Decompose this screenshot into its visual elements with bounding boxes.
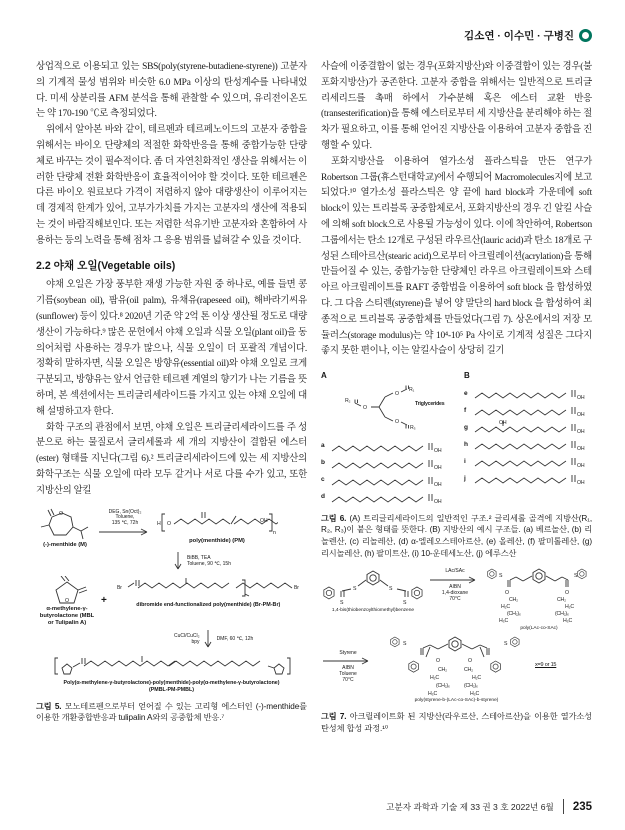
- s-atom-label: S: [389, 586, 393, 593]
- s-atom-label: S: [574, 573, 578, 580]
- s-atom-label: S: [353, 586, 357, 593]
- fig5-product2-label: dibromide end-functionalized poly(menthide) (Br-PM-Br): [136, 601, 281, 608]
- n-subscript: n: [273, 529, 276, 536]
- reagent-line: bpy: [191, 639, 200, 646]
- ch2x-label: (CH₂)ₓ: [464, 683, 478, 690]
- o-atom-label: O: [436, 658, 440, 665]
- r1-label: R₁: [409, 386, 415, 393]
- fatty-acid-structure: [330, 438, 450, 455]
- oh-group-label: OH: [576, 462, 585, 469]
- fatty-acid-letter: a: [321, 442, 325, 450]
- reaction-arrow-icon: [429, 576, 481, 584]
- o-atom-label: O: [59, 510, 63, 517]
- fig5-step3-reagents-left: [174, 634, 200, 646]
- fatty-acid-letter: j: [464, 474, 466, 482]
- fatty-acid-row: [464, 402, 592, 419]
- figure-7-caption-label: 그림 7.: [321, 712, 347, 722]
- s-atom-label: S: [499, 573, 503, 580]
- fig5-step2: [174, 551, 307, 574]
- ch2-label: CH₂: [464, 667, 473, 674]
- fig5-reactant2-label: [40, 606, 94, 627]
- fig7-product1-label: poly(LAc-co-SAc): [520, 626, 558, 632]
- left-column: [36, 60, 307, 734]
- plus-sign: +: [101, 595, 107, 607]
- page-header: [464, 28, 592, 43]
- fig7-reactant-unit: [321, 567, 425, 614]
- fig7-reactant1-label: 1,4-bis(thiobenzoylthiomethyl)benzene: [331, 608, 415, 614]
- figure-6-caption: [321, 513, 592, 559]
- label-line: or Tulipalin A): [47, 619, 87, 626]
- fig5-step1-arrow-unit: [97, 508, 153, 536]
- h2c-label: H₂C: [472, 675, 481, 682]
- fatty-acid-structure: [330, 489, 450, 506]
- h3c-label: H₃C: [563, 618, 573, 625]
- reagent-line: 135 ℃, 72h: [111, 520, 139, 527]
- fig7-step2-arrow-unit: [321, 649, 375, 684]
- h2c-label: H₂C: [430, 675, 439, 682]
- br-atom-label: Br: [293, 584, 299, 591]
- menthide-structure: [36, 508, 94, 542]
- fig5-step1-row: [36, 508, 307, 549]
- label-line: (PMBL-PM-PMBL): [148, 686, 194, 693]
- h3c-label: H₃C: [428, 691, 438, 698]
- s-atom-label: S: [403, 600, 407, 607]
- fig7-step2-row: [321, 635, 592, 697]
- reagent-line: BiBB, TEA: [187, 555, 211, 562]
- figure-5: [36, 508, 307, 724]
- label-line: Poly(α-methylene-γ-butyrolactone)-poly(menthide)-poly(α-methylene-γ-butyrolactone): [63, 679, 280, 686]
- o-atom-label: O: [468, 658, 472, 665]
- page-footer: [386, 799, 592, 814]
- two-column-body: [36, 60, 592, 734]
- oh-group-label: OH: [498, 419, 507, 426]
- o-atom-label: O: [167, 520, 171, 527]
- reagent-line: Toluene: [339, 671, 357, 678]
- oh-group-label: OH: [576, 445, 585, 452]
- figure-7-caption: [321, 711, 592, 734]
- fig5-step2-reagents: [187, 556, 231, 568]
- fatty-acid-structure: [473, 436, 592, 453]
- fatty-acid-row: [464, 470, 592, 487]
- mbl-structure: [45, 576, 89, 606]
- orcid-icon: [579, 29, 592, 42]
- fatty-acid-letter: e: [464, 389, 468, 397]
- panel-b-label: B: [464, 371, 470, 381]
- triblock-copolymer-structure: [380, 635, 530, 697]
- fatty-acid-letter: i: [464, 457, 466, 465]
- body-paragraph: 포화지방산을 이용하여 열가소성 플라스틱을 만든 연구가 Robertson 그룹(휴스턴대학교)에서 수행되어 Macromolecules지에 보고되었다.¹⁰ 열가소성 플라스틱은 양 끝에 hard block과 가운데에 soft block이 있는 트리블록 공중합체로서, 포화지방산의 경우 긴 알킬 사슬에 의해 soft block으로 사용될 가능성이 있다. 이에 착안하여, Robertson 그룹에서는 탄소 12개로 구성된 라우르산(lauric acid)과 탄소 18개로 구성된 스테아르산(stearic acid)으로부터 아크릴레이션(acrylation)을 통해 만들어질 수 있는, 중합가능한 단량체인 라우르 아크릴레이트와 스테아르 아크릴레이트를 RAFT 중합법을 이용하여 soft block 을 합성하였다. 그 다음 스티렌(styrene)을 넣어 양 말단의 hard block 을 합성하여 최종적으로 트리블록 공중합체를 만들었다(그림 7). 상온에서의 저장 모듈러스(storage modulus)는 약 10⁴-10⁵ Pa 사이로 기계적 성질은 그다지 좋지 못한 편이나, 이는 알킬사슬이 상당히 길기: [321, 156, 592, 357]
- fig7-step1-arrow-unit: [429, 567, 481, 602]
- fatty-acid-structure: [473, 402, 592, 419]
- reagent-line: 70°C: [342, 676, 354, 683]
- figure-6: [321, 368, 592, 559]
- fatty-acid-row: [321, 472, 460, 489]
- fig5-brpmbr-unit: [110, 576, 307, 609]
- s-atom-label: S: [504, 641, 508, 648]
- authors: 김소연 · 이수민 · 구병진: [464, 30, 574, 42]
- h3c-label: H₃C: [499, 618, 509, 625]
- o-atom-label: O: [565, 590, 569, 597]
- o-atom-label: O: [363, 404, 367, 411]
- figure-6-caption-label: 그림 6.: [321, 513, 347, 523]
- bis-thiobenzoate-structure: [321, 567, 425, 607]
- o-atom-label: O: [65, 597, 69, 604]
- br-pm-br-structure: [116, 576, 301, 602]
- reagent-line: Toluene,: [115, 514, 135, 521]
- fatty-acid-row: [321, 438, 460, 455]
- h-atom-label: H: [157, 520, 161, 527]
- h2c-label: H₂C: [501, 604, 510, 611]
- fatty-acid-structure: [473, 385, 592, 402]
- label-line: butyrolactone (MBL: [39, 612, 95, 619]
- ch2-label: CH₂: [509, 597, 518, 604]
- fig5-product1-label: poly(menthide) (PM): [189, 537, 245, 544]
- fatty-acid-row: [464, 453, 592, 470]
- fatty-acid-structure: [473, 453, 592, 470]
- figure-6-caption-text: (A) 트리글리세라이드의 일반적인 구조.² 글리세롤 골격에 지방산(R₁, R₂, R₃)이 붙은 형태를 뜻한다. (B) 지방산의 예시 구조들. (a) 베르놀산, (b) 리놀렌산, (c) 리놀레산, (d) α-엘레오스테아르산, (e) 올레산, (f) 팔미톨레산, (g) 리시놀레산, (h) 팔미트산, (i) 10-운데세노산, (j) 에루스산: [321, 513, 592, 558]
- fig7-step2-reagents: [339, 666, 357, 683]
- pmbl-pm-pmbl-structure: [52, 654, 292, 680]
- polymenthide-structure: [156, 508, 278, 538]
- body-paragraph: 사슬에 이중결합이 없는 경우(포화지방산)와 이중결합이 있는 경우(불포화지방산)가 공존한다. 고분자 중합을 위해서는 일반적으로 트리글리세리드를 촉매 하에서 가수분해 혹은 에스터 교환 반응(transesterification)을 통해 에스터로부터 세 지방산을 분리해야 하는 절차가 필요하고, 이를 통해 얻어진 지방산을 이용하여 고분자 중합을 진행할 수 있다.: [321, 62, 592, 151]
- fig6-panel-a: [321, 368, 460, 506]
- fig5-step2-row: [36, 576, 307, 627]
- ch2x-label: (CH₂)ₓ: [507, 611, 521, 618]
- body-paragraph: 상업적으로 이용되고 있는 SBS(poly(styrene-butadiene-styrene)) 고분자의 기계적 물성 범위와 비슷한 6.0 MPa 이상의 탄성계수를 나타내었다. 미세 상분리를 AFM 분석을 통해 관찰할 수 있으며, 유리전이온도는 약 170-190 ℃로 측정되었다.: [36, 62, 307, 120]
- right-column: [321, 60, 592, 734]
- ch2-label: CH₂: [557, 597, 566, 604]
- fatty-acid-row: [321, 455, 460, 472]
- ch2-label: CH₂: [438, 667, 447, 674]
- figure-7-caption-text: 아크릴레이트화 된 지방산(라우르산, 스테아르산)을 이용한 열가소성 탄성체 합성 과정.¹⁰: [321, 712, 592, 733]
- ch2x-label: (CH₂)ₓ: [555, 611, 569, 618]
- br-atom-label: Br: [116, 584, 122, 591]
- oh-group-label: OH: [260, 517, 268, 524]
- reagent-line: LAc/SAc: [445, 568, 465, 575]
- ch2x-label: (CH₂)ₓ: [436, 683, 450, 690]
- oh-group-label: OH: [434, 498, 442, 505]
- h2c-label: H₂C: [565, 604, 574, 611]
- triglyceride-structure: [321, 385, 459, 431]
- body-paragraph: 화학 구조의 관점에서 보면, 야채 오일은 트리글리세라이드를 주 성분으로 하는 물질로서 글리세롤과 세 개의 지방산이 결합된 에스터(ester) 형태를 지닌다(그림 6).² 트리글리세라이드에 있는 세 지방산의 화학구조는 식물 오일에 따라 모두 같거나 서로 다를 수가 있고, 또한 지방산의 알킬: [36, 422, 307, 496]
- fatty-acid-structure: [330, 455, 450, 472]
- oh-group-label: OH: [434, 481, 442, 488]
- reagent-line: 70°C: [449, 595, 461, 602]
- triglycerides-label: Triglycerides: [415, 400, 445, 407]
- fig5-menthide-unit: [36, 508, 94, 549]
- fig7-product1-unit: [485, 567, 593, 632]
- poly-lac-co-sac-structure: [485, 567, 593, 625]
- s-atom-label: S: [340, 600, 344, 607]
- fatty-acid-row: [464, 436, 592, 453]
- fig6-panels: [321, 368, 592, 506]
- fig5-step3: [174, 629, 307, 652]
- h3c-label: H₃C: [470, 691, 480, 698]
- oh-group-label: OH: [434, 464, 442, 471]
- fig5-product3-label: [63, 680, 279, 694]
- r2-label: R₂: [345, 397, 351, 404]
- fatty-acid-structure: [473, 419, 592, 436]
- fatty-acid-letter: g: [464, 423, 468, 431]
- figure-7: [321, 567, 592, 734]
- fig5-reactant1-label: (-)-menthide (M): [43, 541, 87, 548]
- reagent-line: AIBN: [449, 583, 461, 590]
- fig6-panel-b: [464, 368, 592, 506]
- o-atom-label: O: [395, 390, 399, 397]
- o-atom-label: O: [505, 590, 509, 597]
- fig5-final-product-unit: [36, 654, 307, 694]
- oh-group-label: OH: [434, 447, 442, 454]
- figure-5-caption-label: 그림 5.: [36, 701, 62, 711]
- reagent-line: 1,4-dioxane: [441, 589, 469, 596]
- figure-5-caption: [36, 701, 307, 724]
- down-arrow-icon: [204, 629, 213, 652]
- journal-info: 고분자 과학과 기술 제 33 권 3 호 2022년 6월: [386, 801, 554, 812]
- oh-group-label: OH: [576, 411, 585, 418]
- body-paragraph: 야채 오일은 가장 풍부한 재생 가능한 자원 중 하나로, 예를 들면 콩기름(soybean oil), 팜유(oil palm), 유채유(rapeseed oil), 해바라기씨유(sunflower) 등이 있다.⁸ 2020년 기준 약 2억 톤 이상 생산될 정도로 대량생산이 가능하다.⁹ 많은 문헌에서 야채 오일과 식물 오일(plant oil)을 동의어처럼 사용하는 경우가 많으나, 식물 오일이 더 포괄적 개념이다. 정확히 말하자면, 식물 오일은 방향유(essential oil)와 야채 오일로 크게 구분되고, 방향유는 앞서 언급한 테르펜 계열의 향기가 나는 기름을 뜻하며, 본 섹션에서는 트리글리세라이드를 가지고 있는 야채 오일에 대해 설명하고자 한다.: [36, 280, 307, 417]
- fatty-acid-row: [464, 385, 592, 402]
- section-heading: 2.2 야채 오일(Vegetable oils): [36, 259, 176, 272]
- fig5-polymenthide-unit: [156, 508, 278, 545]
- fatty-acid-letter: f: [464, 406, 466, 414]
- down-arrow-icon: [174, 551, 183, 574]
- reaction-arrow-icon: [322, 657, 374, 665]
- fig5-step1-reagents: [109, 510, 142, 527]
- fatty-acid-letter: h: [464, 440, 468, 448]
- reagent-line: Toluene, 90 ℃, 15h: [187, 561, 231, 568]
- o-atom-label: O: [395, 418, 399, 425]
- fatty-acid-letter: b: [321, 459, 325, 467]
- fatty-acid-letter: d: [321, 493, 325, 501]
- reagent-line: DEG, Sn(Oct)₂: [108, 508, 142, 515]
- fatty-acid-structure: [330, 472, 450, 489]
- panel-a-label: A: [321, 371, 327, 381]
- oh-group-label: OH: [576, 479, 585, 486]
- fig5-step3-reagents-right: DMF, 60 ℃, 12h: [216, 636, 254, 643]
- body-paragraph: 위에서 알아본 바와 같이, 테르펜과 테르페노이드의 고분자 중합을 위해서는 바이오 단량체의 적절한 화학반응을 통해 중합가능한 단량체로 바꾸는 것이 필수적이다. 좀 더 자연친화적인 생산을 위해서는 이러한 단량체 전환 화학반응이 효율적이어야 할 것이다. 또한 테르펜은 다른 바이오 원료보다 가격이 저렴하지 않아 대량생산이 이루어지는 데 경제적 한계가 있어, 고부가가치를 가지는 고분자의 생산에 적용되는 것이 바람직해보인다. 또는 저렴한 석유기반 고분자와 혼합하여 사용하는 등의 노력을 통해 점차 그 응용 범위를 넓혀갈 수 있을 것이다.: [36, 125, 307, 246]
- fatty-acid-row: [321, 489, 460, 506]
- label-line: α-methylene-γ-: [46, 605, 88, 612]
- s-atom-label: S: [403, 641, 407, 648]
- oh-group-label: OH: [576, 394, 585, 401]
- reagent-line: AIBN: [342, 665, 354, 672]
- fig5-mbl-unit: [36, 576, 98, 627]
- fatty-acid-row: [464, 419, 592, 436]
- figure-5-caption-text: 모노테르펜으로부터 얻어질 수 있는 고리형 에스터인 (-)-menthide를 이용한 개환중합반응과 tulipalin A와의 공중합체 반응.⁷: [36, 701, 307, 723]
- footer-divider: [563, 799, 564, 814]
- page-number: 235: [572, 800, 592, 813]
- reaction-arrow-icon: [97, 528, 153, 536]
- fatty-acid-structure: [473, 470, 592, 487]
- fatty-acid-letter: c: [321, 476, 325, 484]
- fig7-step1-reagents: [442, 585, 468, 602]
- fig7-product2-label: poly(styrene-b-(LAc-co-SAc)-b-styrene): [414, 698, 499, 704]
- r3-label: R₃: [410, 424, 416, 431]
- reagent-line: Styrene: [339, 649, 357, 656]
- reagent-line: CuCl/CuCl₂: [174, 633, 200, 640]
- fig7-note: x=9 or 15: [535, 662, 557, 669]
- oh-group-label: OH: [576, 428, 585, 435]
- fig7-step1-row: [321, 567, 592, 632]
